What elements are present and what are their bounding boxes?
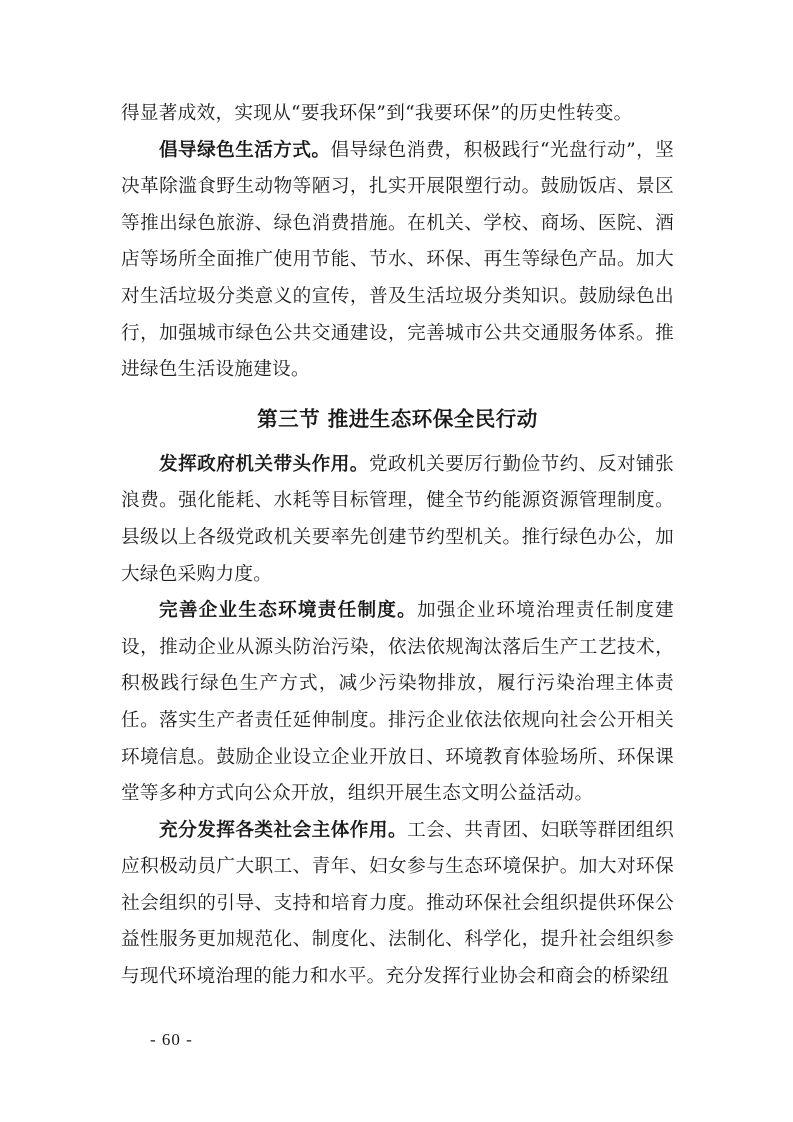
paragraph-social-entities (121, 813, 674, 996)
paragraph-government-role (121, 447, 674, 593)
paragraph-lead: 发挥政府机关带头作用。 (159, 453, 369, 475)
page-content (121, 96, 674, 996)
paragraph-enterprise-responsibility (121, 593, 674, 813)
paragraph-body: 工会、共青团、妇联等群团组织应积极动员广大职工、青年、妇女参与生态环境保护。加大对环保社会组织的引导、支持和培育力度。推动环保社会组织提供环保公益性服务更加规范化、制度化、法制化、科学化，提升社会组织参与现代环境治理的能力和水平。充分发挥行业协会和商会的桥梁纽 (121, 819, 675, 988)
paragraph-body: 加强企业环境治理责任制度建设，推动企业从源头防治污染，依法依规淘汰落后生产工艺技术，积极践行绿色生产方式，减少污染物排放，履行污染治理主体责任。落实生产者责任延伸制度。排污企业依法依规向社会公开相关环境信息。鼓励企业设立企业开放日、环境教育体验场所、环保课堂等多种方式向公众开放，组织开展生态文明公益活动。 (121, 600, 675, 805)
paragraph-lead: 充分发挥各类社会主体作用。 (159, 819, 408, 841)
section-heading: 第三节 推进生态环保全民行动 (257, 406, 538, 431)
paragraph-green-lifestyle (121, 133, 674, 389)
continuation-paragraph (121, 96, 674, 133)
paragraph-body: 党政机关要厉行勤俭节约、反对铺张浪费。强化能耗、水耗等目标管理，健全节约能源资源管理制度。县级以上各级党政机关要率先创建节约型机关。推行绿色办公，加大绿色采购力度。 (121, 453, 674, 585)
paragraph-lead: 完善企业生态环境责任制度。 (159, 600, 417, 622)
page-number: - 60 - (150, 1030, 193, 1049)
paragraph-lead: 倡导绿色生活方式。 (159, 139, 331, 161)
paragraph-body: 倡导绿色消费，积极践行“光盘行动”，坚决革除滥食野生动物等陋习，扎实开展限塑行动。鼓励饭店、景区等推出绿色旅游、绿色消费措施。在机关、学校、商场、医院、酒店等场所全面推广使用节能、节水、环保、再生等绿色产品。加大对生活垃圾分类意义的宣传，普及生活垃圾分类知识。鼓励绿色出行，加强城市绿色公共交通建设，完善城市公共交通服务体系。推进绿色生活设施建设。 (121, 139, 675, 381)
continuation-text: 得显著成效，实现从“要我环保”到“我要环保”的历史性转变。 (121, 103, 633, 124)
